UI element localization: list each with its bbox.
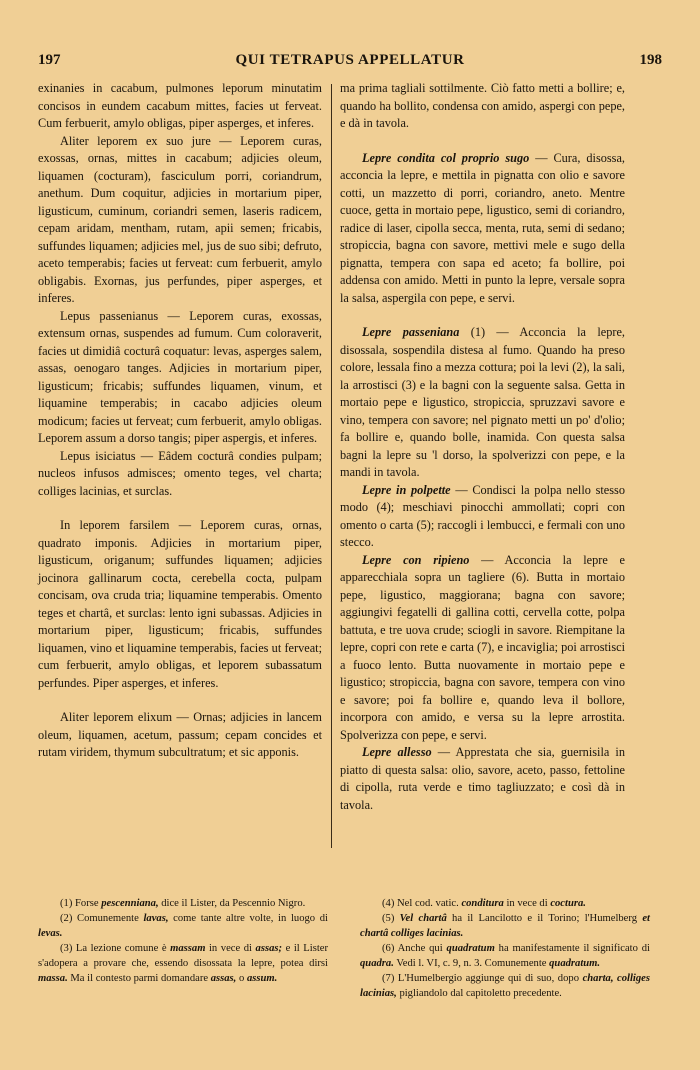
- italian-paragraph-2: [340, 150, 625, 308]
- footnote-6: [360, 941, 650, 971]
- recipe-title: Lepre condita col proprio sugo: [362, 150, 530, 165]
- footnote-text: in vece di: [503, 898, 551, 909]
- footnote-term: et chartâ colliges lacinias.: [360, 913, 650, 939]
- footnote-term: coctura.: [550, 898, 586, 909]
- footnote-1: [38, 896, 328, 911]
- footnote-text: o: [236, 973, 247, 984]
- recipe-text: (1) — Acconcia la lepre, disossala, sospendila distesa al fumo. Quando ha preso colore, lessala fino a mezza cottura; poi la levi (2), la sali, la arrostisci (3) e la bagni con la seguente salsa. Getta in mortaio pepe e ligustico, stropiccia, spruzzavi savore e vino, tempera con savore; nel pignato metti un po' d'olio; fa bollire e, quando bolle, inamida. Con questa salsa bagni la lepre su 'l dorso, la spolverizzi con pepe, e la mandi in tavola.: [340, 325, 626, 479]
- footnote-text: pigliandolo dal capitoletto precedente.: [396, 988, 562, 999]
- recipe-text: — Cura, disossa, acconcia la lepre, e mettila in pignatta con olio e savore cotti, un mazzetto di porri, coriandro, aneto. Mentre cuoce, getta in mortaio pepe, ligustico, semi di coriandro, radice di laser, cipolla secca, menta, ruta, semi di sedano; stropiccia, bagna con savore, mettivi mele e sugo della pignatta, tempera con sapa ed aceto; fa bollire, poi addensa con amido. Metti in punto la lepre, versale sopra la salsa, aspergila con pepe, e servi.: [340, 150, 625, 305]
- footnote-term: quadratum.: [549, 958, 601, 969]
- italian-paragraph-1: ma prima tagliali sottilmente. Ciò fatto metti a bollire; e, quando ha bollito, condensa con amido, aspergi con pepe, e dà in tavola.: [340, 81, 625, 130]
- footnote-text: ha il Lancilotto e il Torino; l'Humelberg: [446, 913, 643, 924]
- footnote-term: assas;: [255, 943, 283, 954]
- latin-paragraph-1: exinanies in cacabum, pulmones leporum minutatim concisos in eundem cacabum mittes, facies ut ferveat. Cum ferbuerit, amylo obligas, piper asperges, et inferes.: [38, 81, 322, 130]
- footnote-text: (6) Anche qui: [382, 943, 447, 954]
- recipe-title: Lepre allesso: [362, 745, 432, 759]
- footnote-text: e il Lister s'adopera a provare che, essendo disossata la lepre, potea dirsi: [38, 943, 328, 969]
- footnote-text: (1) Forse: [60, 898, 102, 909]
- recipe-text: — Acconcia la lepre e apparecchiala sopra un tagliere (6). Butta in mortaio pepe, ligustico, maggiorana; bagna con savore; aggiungivi fegatelli di gallina cotti, cervella cotte, polpa battuta, e tre uova crude; sciogli in savore. Riempitane la lepre, copri con rete e carta (7), e incaviglia; poi arrostisci a fuoco lento. Butta nuovamente in mortaio pepe e ligustico; stropiccia, bagna con savore, tempera con vino e savore; poi fa bollire e, quando leva il bollore, incorpora con amido, e versa su la lepre arrostita. Spolverizza con pepe, e servi.: [340, 552, 625, 742]
- footnote-3: [38, 941, 328, 986]
- footnote-term: massa.: [38, 973, 68, 984]
- page-number-left: 197: [38, 52, 61, 68]
- latin-paragraph-6: Aliter leporem elixum — Ornas; adjicies in lancem oleum, liquamen, acetum, passum; cepam concides et rutam viridem, thymum subcultratum; et sic apponis.: [38, 710, 322, 759]
- footnote-7: [360, 971, 650, 1001]
- footnote-term: Vel chartâ: [399, 913, 447, 924]
- latin-paragraph-4: Lepus isiciatus — Eâdem cocturâ condies pulpam; nucleos infusos admisces; omento teges, vel charta; colliges lacinias, et surclas.: [38, 448, 322, 498]
- recipe-title: Lepre con ripieno: [362, 552, 470, 567]
- footnote-text: (7) L'Humelbergio aggiunge qui di suo, dopo: [382, 973, 583, 984]
- footnote-4: [360, 896, 650, 911]
- footnote-text: (2) Comunemente: [60, 913, 144, 924]
- latin-paragraph-2: Aliter leporem ex suo jure — Leporem curas, exossas, ornas, mittes in cacabum; adjicies oleum, liquamen (cocturam), fasciculum porri, coriandrum, anethum. Dum coquitur, adjicies in mortarium piper, ligusticum, cuminum, coriandri semen, laseris radicem, cepam aridam, mentham, rutam, apii semen; fricabis, suffundes liquamen; adjicies mel, jus de suo sibi; defruto, aceto temperabis; facies ut ferveat: cum ferbuerit, amylo obligabis. Exornas, jus perfundes, piper asperges, et inferes.: [38, 133, 322, 305]
- page-number-right: 198: [639, 52, 662, 68]
- footnotes-right: [360, 896, 650, 1001]
- italian-paragraph-3: [340, 324, 625, 482]
- italian-paragraph-5: [340, 552, 625, 745]
- footnote-5: [360, 911, 650, 941]
- footnote-text: dice il Lister, da Pescennio Nigro.: [158, 898, 306, 909]
- footnotes-left: [38, 896, 328, 986]
- footnote-term: charta, colliges lacinias,: [360, 973, 650, 999]
- footnote-text: in vece di: [205, 943, 256, 954]
- footnote-term: quadra.: [360, 958, 394, 969]
- footnote-text: come tante altre volte, in luogo di: [168, 913, 328, 924]
- italian-paragraph-4: [340, 482, 625, 552]
- footnote-2: [38, 911, 328, 941]
- footnote-term: conditura: [461, 898, 504, 909]
- footnote-text: Vedi l. VI, c. 9, n. 3. Comunemente: [393, 958, 550, 969]
- footnote-term: assum.: [246, 973, 278, 984]
- footnote-text: ha manifestamente il significato di: [494, 943, 650, 954]
- italian-column: [340, 80, 625, 814]
- recipe-text: — Condisci la polpa nello stesso modo (4); meschiavi pinocchi ammollati; copri con omento o carta (5); raccogli i lembucci, e fermali con uno stecco.: [340, 482, 625, 549]
- footnote-term: lavas,: [143, 913, 169, 924]
- footnote-term: assas,: [210, 973, 237, 984]
- column-divider: [331, 84, 332, 848]
- footnote-text: (4) Nel cod. vatic.: [382, 898, 462, 909]
- latin-column: [38, 80, 322, 762]
- footnote-term: pescenniana,: [101, 898, 159, 909]
- latin-paragraph-5: In leporem farsilem — Leporem curas, ornas, quadrato imponis. Adjicies in mortarium piper, ligusticum, origanum; suffundes liquamen; adjicies jocinora gallinarum cocta, cerebella cocta, pulpam concisam, ova cruda tria; liquamine temperabis. Omento teges et chartâ, et surclas: lento igni subassas. Adjicies in mortarium piper, ligusticum; fricabis, suffundes liquamen, vino et liquamine temperabis, facies ut ferveat; cum ferbuerit, amylo obligas, et leporem subassatum perfundes. Piper asperges, et inferes.: [38, 518, 322, 690]
- recipe-text: — Apprestata che sia, guernisila in piatto di questa salsa: olio, savore, aceto, passo, fettoline di cipolla, ruta verde e timo tagliuzzato; e così dà in tavola.: [340, 745, 625, 812]
- italian-paragraph-6: [340, 744, 625, 814]
- footnote-text: (3) La lezione comune è: [60, 943, 171, 954]
- footnote-term: levas.: [38, 928, 63, 939]
- footnote-text: Ma il contesto parmi domandare: [67, 973, 211, 984]
- latin-paragraph-3: Lepus passenianus — Leporem curas, exossas, extensum ornas, suspendes ad fumum. Cum coloraverit, facies ut dimidiâ cocturâ coquatur: levas, asperges salem, assas, oenogaro tanges. Adjicies in mortarium piper, ligusticum; fricabis; suffundes liquamen, vinum, et liquamine temperabis; in cacabo adjicies oleum modicum; facies ut ferveat; cum ferbuerit, amylo obligas. Leporem assum a dorso tangis; piper aspergis, et inferes.: [38, 308, 322, 445]
- running-title: QUI TETRAPUS APPELLATUR: [235, 52, 465, 68]
- recipe-title: Lepre in polpette: [362, 482, 451, 497]
- recipe-title: Lepre passeniana: [362, 325, 460, 339]
- footnote-term: quadratum: [446, 943, 495, 954]
- footnote-term: massam: [170, 943, 206, 954]
- footnote-text: (5): [382, 913, 400, 924]
